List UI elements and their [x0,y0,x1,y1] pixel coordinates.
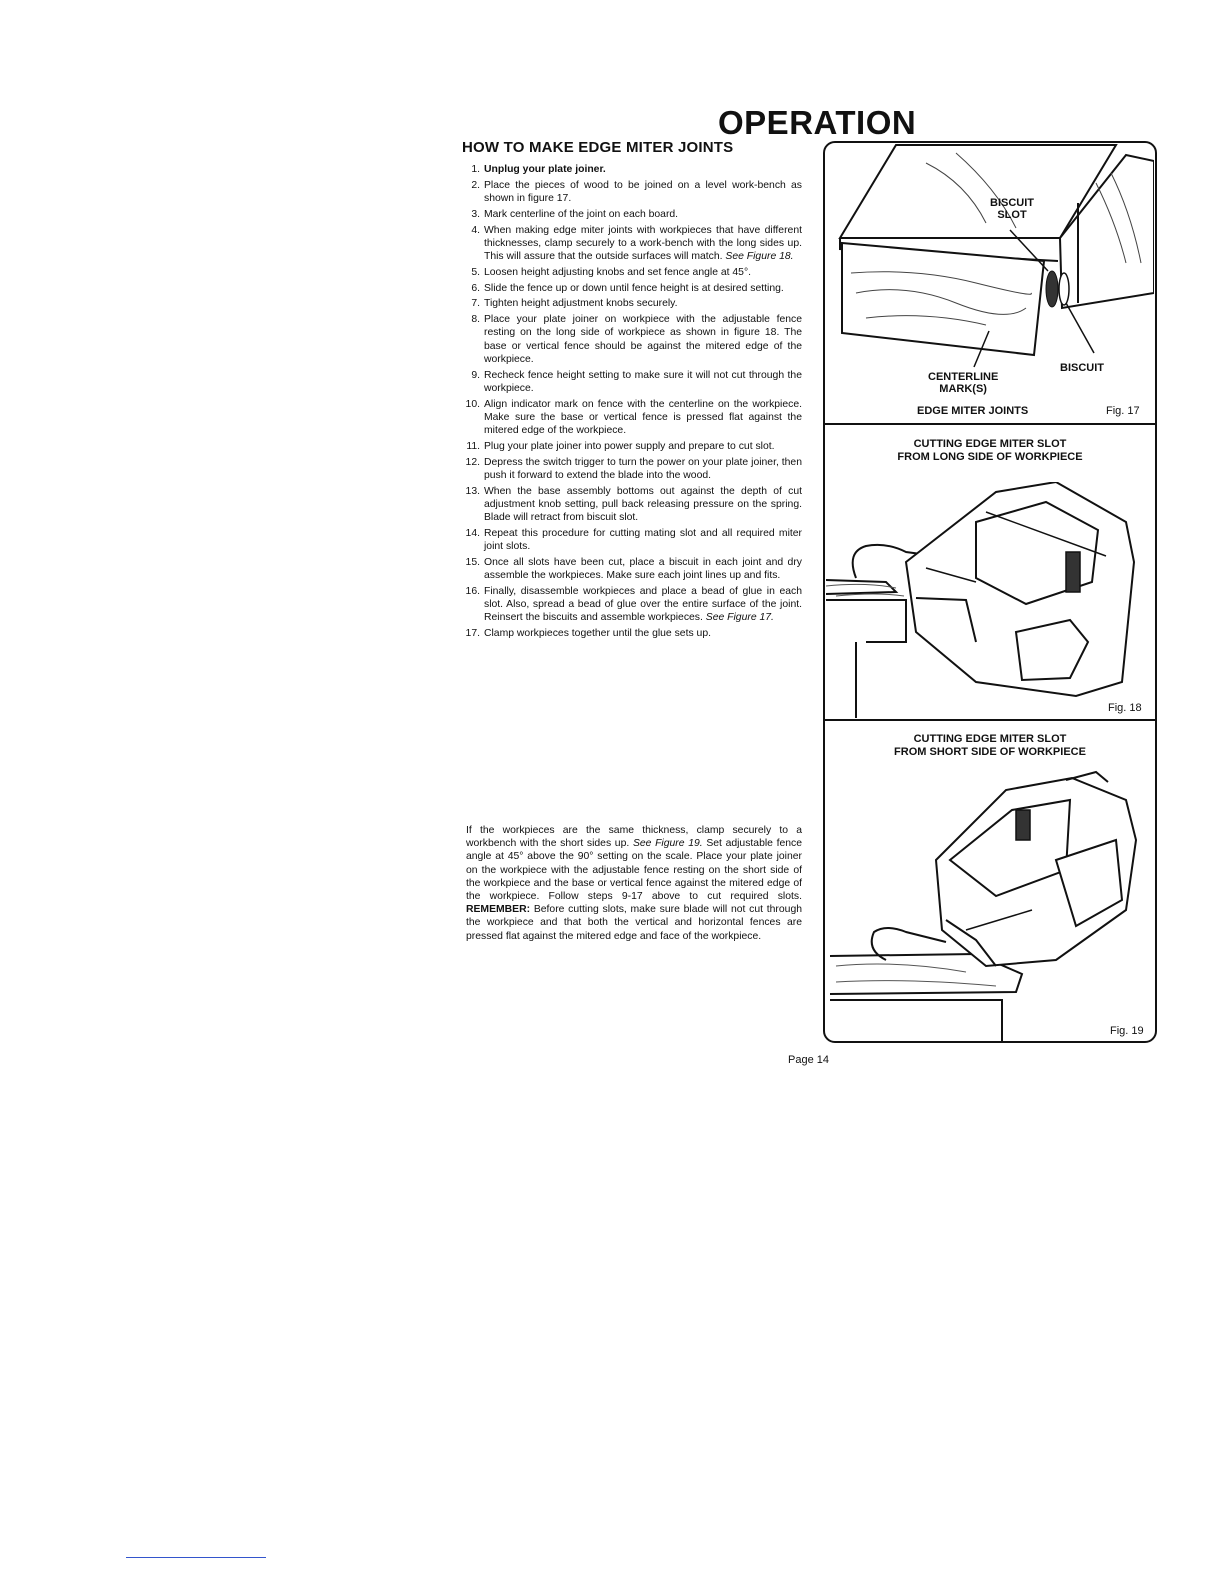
paragraph-text: Set adjustable fence angle at 45° above the 90° setting on the scale. Place your plate joiner on the workpiece with the adjustable fence resting on the short side of the workpiece and the base or vertical fence against the mitered edge of the workpiece. Follow steps 9-17 above to cut required slots. [466,838,803,903]
caption-line: FROM LONG SIDE OF WORKPIECE [897,451,1083,463]
label-line: MARK(S) [939,383,987,395]
label-line: SLOT [997,209,1027,221]
caption-line: CUTTING EDGE MITER SLOT [913,733,1067,745]
step-number: 13. [465,485,480,497]
figure-reference: See Figure 19. [632,838,703,850]
step-text: Mark centerline of the joint on each board. [484,208,679,220]
biscuit-slot-icon [1046,271,1058,307]
step-text: Depress the switch trigger to turn the power on your plate joiner, then push it forward to extend the blade into the wood. [484,456,802,481]
figure-number: Fig. 17 [1106,405,1140,417]
step-number: 9. [471,369,480,381]
plate-joiner-short-side-illustration [826,760,1154,1042]
paragraph-text: If the workpieces are the same thickness, clamp securely to a workbench with the short sides up. [466,825,802,850]
figure-divider [823,423,1157,425]
step-text [484,224,802,264]
step-number: 12. [465,456,480,468]
figure-divider [823,719,1157,721]
biscuit-slot-label [990,197,1034,221]
step-text: Tighten height adjustment knobs securely. [484,298,678,310]
step-text: Clamp workpieces together until the glue sets up. [484,628,711,639]
page-number: Page 14 [788,1054,829,1066]
step-number: 2. [471,179,480,191]
step-number: 8. [471,314,480,326]
step-item [462,485,802,525]
figure-number: Fig. 19 [1110,1025,1144,1037]
footer-rule [126,1557,266,1558]
step-number: 11. [466,440,480,452]
figure-caption [826,733,1154,759]
step-item [462,585,802,625]
plate-joiner-long-side-illustration [826,482,1154,718]
edge-miter-joint-illustration [826,143,1154,373]
step-item [462,208,802,221]
step-number: 6. [471,282,480,294]
figure-reference: See Figure 17. [705,612,774,624]
step-text: Unplug your plate joiner. [484,164,606,175]
step-item [462,297,802,310]
step-number: 5. [471,266,480,278]
step-text-body: When making edge miter joints with workpieces that have different thicknesses, clamp securely to a work-bench with the long sides up. This will assure that the outside surfaces will match. [484,224,802,262]
step-item [462,527,802,553]
step-text: Repeat this procedure for cutting mating slot and all required miter joint slots. [484,527,802,552]
step-text: When the base assembly bottoms out against the depth of cut adjustment knob setting, pull back releasing pressure on the spring. Blade will retract from biscuit slot. [484,485,802,523]
step-item [462,282,802,295]
step-number: 1. [471,164,480,175]
step-text: Plug your plate joiner into power supply and prepare to cut slot. [484,440,775,452]
figure-number: Fig. 18 [1108,702,1142,714]
step-item [462,398,802,438]
remember-label: REMEMBER: [466,904,531,916]
biscuit-label: BISCUIT [1060,362,1104,374]
step-text: Recheck fence height setting to make sure it will not cut through the workpiece. [484,369,802,394]
step-number: 17. [465,628,480,639]
step-number: 3. [471,208,480,220]
step-text: Slide the fence up or down until fence height is at desired setting. [484,282,784,294]
step-item [462,627,802,640]
figure-reference: See Figure 18. [725,251,794,262]
step-item [462,163,802,176]
step-number: 7. [471,298,480,310]
centerline-label [928,371,998,395]
step-item [462,224,802,264]
step-item [462,456,802,482]
figure-caption [826,438,1154,464]
label-line: CENTERLINE [928,371,999,383]
same-thickness-paragraph [466,824,802,943]
label-line: BISCUIT [990,197,1034,209]
step-number: 14. [465,527,480,539]
step-number: 10. [465,398,480,410]
steps-list [462,163,802,643]
step-text: Loosen height adjusting knobs and set fence angle at 45°. [484,266,752,278]
step-number: 16. [465,585,480,597]
step-text: Place your plate joiner on workpiece with the adjustable fence resting on the long side of workpiece as shown in figure 18. The base or vertical fence should be against the mitered edge of the workpiece. [484,314,802,365]
step-item [462,266,802,279]
caption-line: CUTTING EDGE MITER SLOT [913,438,1067,450]
step-item [462,179,802,205]
step-text: Align indicator mark on fence with the centerline on the workpiece. Make sure the base or vertical fence is pressed flat against the mitered edge of the workpiece. [484,398,802,436]
step-item [462,440,802,453]
page-title: OPERATION [718,104,917,141]
step-number: 15. [465,556,480,568]
step-item [462,556,802,582]
section-heading: HOW TO MAKE EDGE MITER JOINTS [462,139,734,156]
step-text: Place the pieces of wood to be joined on a level work-bench as shown in figure 17. [484,179,802,204]
step-item [462,313,802,366]
step-item [462,369,802,395]
caption-line: FROM SHORT SIDE OF WORKPIECE [894,746,1086,758]
step-text-body: Finally, disassemble workpieces and place a bead of glue in each slot. Also, spread a bead of glue over the entire surface of the joint. Reinsert the biscuits and assemble workpieces. [484,585,802,624]
step-text [484,585,802,625]
biscuit-icon [1059,273,1069,305]
remember-text: Before cutting slots, make sure blade will not cut through the workpiece and that both the vertical and horizontal fences are pressed flat against the mitered edge and face of the workpiece. [466,904,803,942]
figure-caption: EDGE MITER JOINTS [917,405,1029,417]
step-number: 4. [471,224,480,236]
step-text: Once all slots have been cut, place a biscuit in each joint and dry assemble the workpieces. Make sure each joint lines up and fits. [484,556,802,581]
